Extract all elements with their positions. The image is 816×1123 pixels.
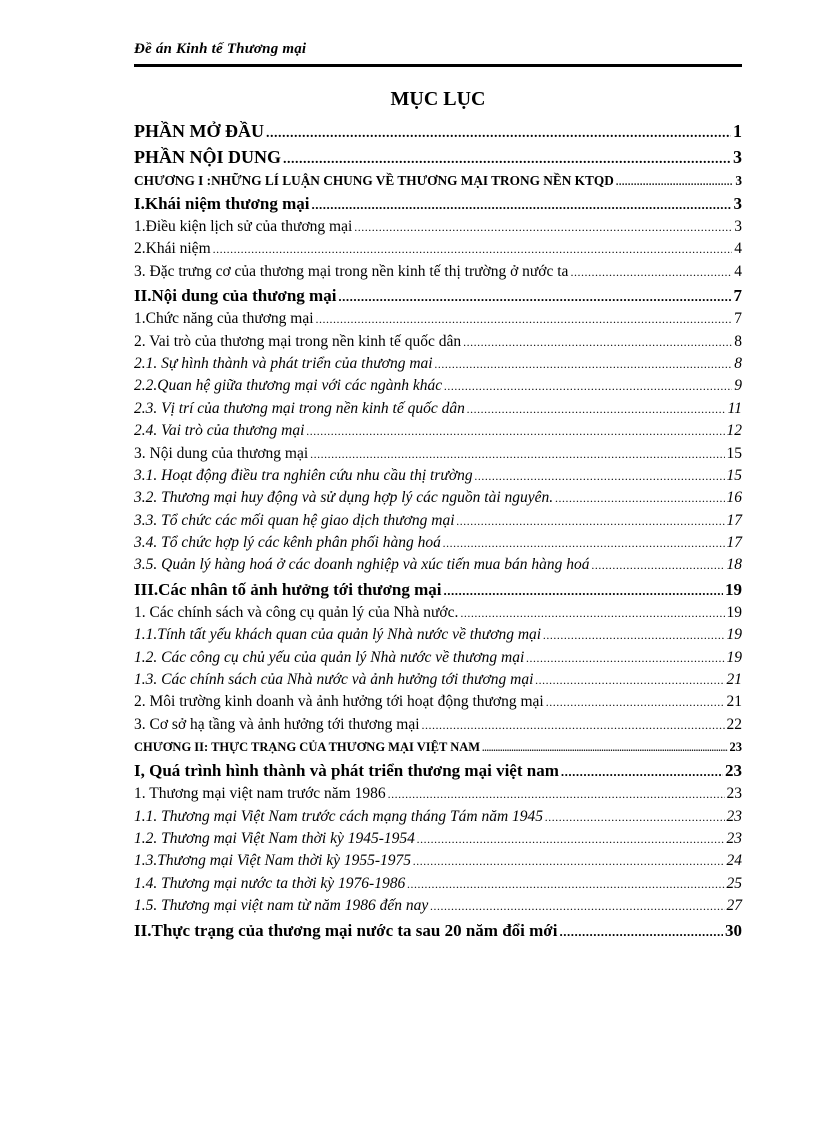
dot-leader	[311, 192, 731, 217]
dot-leader	[592, 554, 725, 576]
dot-leader	[570, 261, 732, 283]
toc-entry-title: 2. Môi trường kinh doanh và ảnh hưởng tới hoạt động thương mại	[134, 693, 544, 711]
toc-entry[interactable]	[134, 532, 742, 554]
toc-entry-title: 1.1.Tính tất yếu khách quan của quản lý Nhà nước về thương mại	[134, 626, 542, 644]
toc-entry[interactable]	[134, 331, 742, 353]
toc-entry-page: 24	[726, 852, 742, 870]
dot-leader	[444, 375, 732, 397]
toc-entry-page: 23	[726, 807, 742, 825]
toc-entry-page: 1	[733, 121, 742, 141]
toc-entry-page: 12	[726, 422, 742, 440]
toc-entry[interactable]	[134, 669, 742, 691]
toc-entry-title: 1. Các chính sách và công cụ quản lý của Nhà nước.	[134, 603, 459, 621]
dot-leader	[422, 714, 725, 736]
toc-entry-title: 1.2. Các công cụ chủ yếu của quản lý Nhà nước về thương mại	[134, 648, 525, 666]
toc-entry-page: 21	[726, 671, 742, 689]
toc-entry-page: 15	[726, 444, 742, 462]
dot-leader	[526, 647, 724, 669]
table-of-contents	[134, 118, 742, 943]
toc-entry[interactable]	[134, 806, 742, 828]
dot-leader	[338, 284, 731, 309]
toc-entry[interactable]	[134, 895, 742, 917]
toc-entry[interactable]	[134, 783, 742, 805]
toc-entry-title: 3.3. Tổ chức các mối quan hệ giao dịch thương mại	[134, 511, 455, 529]
toc-entry-title: 1.3.Thương mại Việt Nam thời kỳ 1955-1975	[134, 852, 411, 870]
toc-entry-title: 1.5. Thương mại việt nam từ năm 1986 đến nay	[134, 897, 429, 915]
header-rule	[134, 64, 742, 67]
dot-leader	[457, 510, 725, 532]
toc-entry-page: 8	[734, 332, 742, 350]
toc-entry[interactable]	[134, 487, 742, 509]
toc-entry-page: 9	[734, 377, 742, 395]
toc-entry[interactable]	[134, 144, 742, 170]
dot-leader	[463, 331, 732, 353]
toc-entry[interactable]	[134, 554, 742, 576]
dot-leader	[555, 487, 724, 509]
dot-leader	[316, 308, 733, 330]
toc-entry-title: II.Nội dung của thương mại	[134, 286, 337, 306]
toc-entry[interactable]	[134, 216, 742, 238]
header-title: Đề án Kinh tế Thương mại	[134, 41, 307, 57]
toc-entry-title: 1. Thương mại việt nam trước năm 1986	[134, 785, 386, 803]
toc-entry[interactable]	[134, 691, 742, 713]
dot-leader	[213, 238, 733, 260]
toc-entry-page: 3	[733, 147, 742, 167]
toc-entry-page: 23	[726, 829, 742, 847]
toc-entry-title: I, Quá trình hình thành và phát triển thương mại việt nam	[134, 761, 559, 781]
toc-entry[interactable]	[134, 398, 742, 420]
toc-entry[interactable]	[134, 375, 742, 397]
dot-leader	[559, 919, 723, 944]
toc-entry-title: 2. Vai trò của thương mại trong nền kinh tế quốc dân	[134, 332, 462, 350]
toc-title: MỤC LỤC	[390, 88, 486, 110]
dot-leader	[430, 895, 724, 917]
dot-leader	[460, 602, 724, 624]
toc-entry-page: 30	[725, 920, 742, 940]
toc-entry[interactable]	[134, 510, 742, 532]
toc-entry-title: 3. Cơ sở hạ tầng và ảnh hưởng tới thương mại	[134, 715, 420, 733]
dot-leader	[546, 691, 725, 713]
toc-entry-page: 15	[726, 466, 742, 484]
toc-entry-page: 21	[726, 693, 742, 711]
dot-leader	[266, 121, 731, 147]
toc-entry-title: I.Khái niệm thương mại	[134, 194, 310, 213]
dot-leader	[482, 737, 727, 759]
dot-leader	[310, 443, 724, 465]
toc-entry-title: 1.Chức năng của thương mại	[134, 310, 314, 328]
toc-entry-title: 1.2. Thương mại Việt Nam thời kỳ 1945-1954	[134, 829, 415, 847]
toc-entry[interactable]	[134, 261, 742, 283]
toc-entry[interactable]	[134, 308, 742, 330]
toc-entry-page: 3	[733, 194, 742, 213]
toc-entry-page: 11	[727, 399, 742, 417]
dot-leader	[561, 759, 723, 784]
toc-entry-page: 16	[726, 489, 742, 507]
toc-entry-title: 3. Đặc trưng cơ của thương mại trong nền kinh tế thị trường ở nước ta	[134, 262, 569, 280]
toc-entry-title: 3. Nội dung của thương mại	[134, 444, 309, 462]
toc-entry-title: 2.Khái niệm	[134, 240, 211, 258]
toc-entry-title: 1.Điều kiện lịch sử của thương mại	[134, 218, 353, 235]
dot-leader	[616, 172, 734, 193]
toc-entry[interactable]	[134, 647, 742, 669]
toc-entry-title: 3.4. Tổ chức hợp lý các kênh phân phối hàng hoá	[134, 534, 441, 552]
toc-entry-page: 25	[726, 874, 742, 892]
toc-entry-page: 19	[726, 626, 742, 644]
toc-entry[interactable]	[134, 828, 742, 850]
toc-entry-title: III.Các nhân tố ảnh hưởng tới thương mại	[134, 579, 442, 599]
toc-entry-title: 1.3. Các chính sách của Nhà nước và ảnh hưởng tới thương mại	[134, 671, 534, 689]
toc-entry-page: 19	[726, 603, 742, 621]
toc-entry-page: 19	[726, 648, 742, 666]
toc-entry-title: 2.4. Vai trò của thương mại	[134, 422, 305, 440]
dot-leader	[475, 465, 725, 487]
toc-entry[interactable]	[134, 850, 742, 872]
toc-entry-page: 23	[726, 785, 742, 803]
toc-entry-page: 17	[726, 534, 742, 552]
dot-leader	[354, 216, 732, 238]
toc-entry[interactable]	[134, 170, 742, 191]
toc-entry[interactable]	[134, 873, 742, 895]
toc-entry-title: 2.3. Vị trí của thương mại trong nền kinh tế quốc dân	[134, 399, 465, 417]
toc-entry[interactable]	[134, 283, 742, 308]
dot-leader	[543, 624, 724, 646]
dot-leader	[417, 828, 725, 850]
dot-leader	[535, 669, 724, 691]
dot-leader	[467, 398, 726, 420]
toc-entry-page: 17	[726, 511, 742, 529]
toc-entry[interactable]	[134, 758, 742, 783]
toc-entry-title: II.Thực trạng của thương mại nước ta sau 20 năm đổi mới	[134, 920, 558, 940]
toc-entry-title: 1.1. Thương mại Việt Nam trước cách mạng tháng Tám năm 1945	[134, 807, 544, 825]
toc-entry[interactable]	[134, 443, 742, 465]
toc-entry-title: 3.2. Thương mại huy động và sử dụng hợp lý các nguồn tài nguyên.	[134, 489, 554, 507]
toc-entry-page: 7	[734, 310, 742, 328]
dot-leader	[545, 806, 724, 828]
toc-entry-title: PHẦN NỘI DUNG	[134, 147, 281, 167]
toc-entry-title: 2.2.Quan hệ giữa thương mại với các ngành khác	[134, 377, 443, 395]
toc-entry-title: PHẦN MỞ ĐẦU	[134, 121, 264, 141]
toc-entry[interactable]	[134, 624, 742, 646]
toc-entry-page: 8	[734, 354, 742, 372]
dot-leader	[413, 850, 725, 872]
toc-entry-page: 3	[734, 218, 742, 235]
toc-entry-title: CHƯƠNG II: THỰC TRẠNG CỦA THƯƠNG MẠI VIỆT NAM	[134, 740, 481, 755]
toc-entry-page: 7	[733, 286, 742, 306]
toc-entry[interactable]	[134, 465, 742, 487]
toc-entry[interactable]	[134, 918, 742, 943]
dot-leader	[388, 783, 725, 805]
toc-entry[interactable]	[134, 602, 742, 624]
toc-entry[interactable]	[134, 118, 742, 144]
toc-entry[interactable]	[134, 577, 742, 602]
toc-entry-page: 4	[734, 240, 742, 258]
toc-entry-page: 22	[726, 715, 742, 733]
dot-leader	[306, 420, 724, 442]
dot-leader	[443, 532, 725, 554]
toc-entry-page: 3	[735, 173, 742, 188]
toc-entry-page: 4	[734, 262, 742, 280]
toc-entry[interactable]	[134, 736, 742, 758]
toc-entry[interactable]	[134, 238, 742, 260]
toc-entry[interactable]	[134, 191, 742, 216]
toc-entry-title: CHƯƠNG I :NHỮNG LÍ LUẬN CHUNG VỀ THƯƠNG MẠI TRONG NỀN KTQD	[134, 173, 614, 188]
toc-entry[interactable]	[134, 714, 742, 736]
toc-entry-page: 18	[726, 556, 742, 574]
page-header	[134, 40, 742, 67]
toc-entry-page: 23	[729, 740, 742, 755]
toc-entry-page: 27	[726, 897, 742, 915]
toc-entry-title: 3.5. Quản lý hàng hoá ở các doanh nghiệp và xúc tiến mua bán hàng hoá	[134, 556, 590, 574]
toc-entry-page: 19	[725, 579, 742, 599]
toc-entry-title: 2.1. Sự hình thành và phát triển của thương mai	[134, 354, 433, 372]
toc-entry-title: 1.4. Thương mại nước ta thời kỳ 1976-1986	[134, 874, 406, 892]
toc-entry[interactable]	[134, 420, 742, 442]
toc-entry-title: 3.1. Hoạt động điều tra nghiên cứu nhu cầu thị trường	[134, 466, 473, 484]
toc-entry[interactable]	[134, 353, 742, 375]
dot-leader	[435, 353, 733, 375]
dot-leader	[407, 873, 724, 895]
toc-entry-page: 23	[725, 761, 742, 781]
dot-leader	[444, 578, 724, 603]
